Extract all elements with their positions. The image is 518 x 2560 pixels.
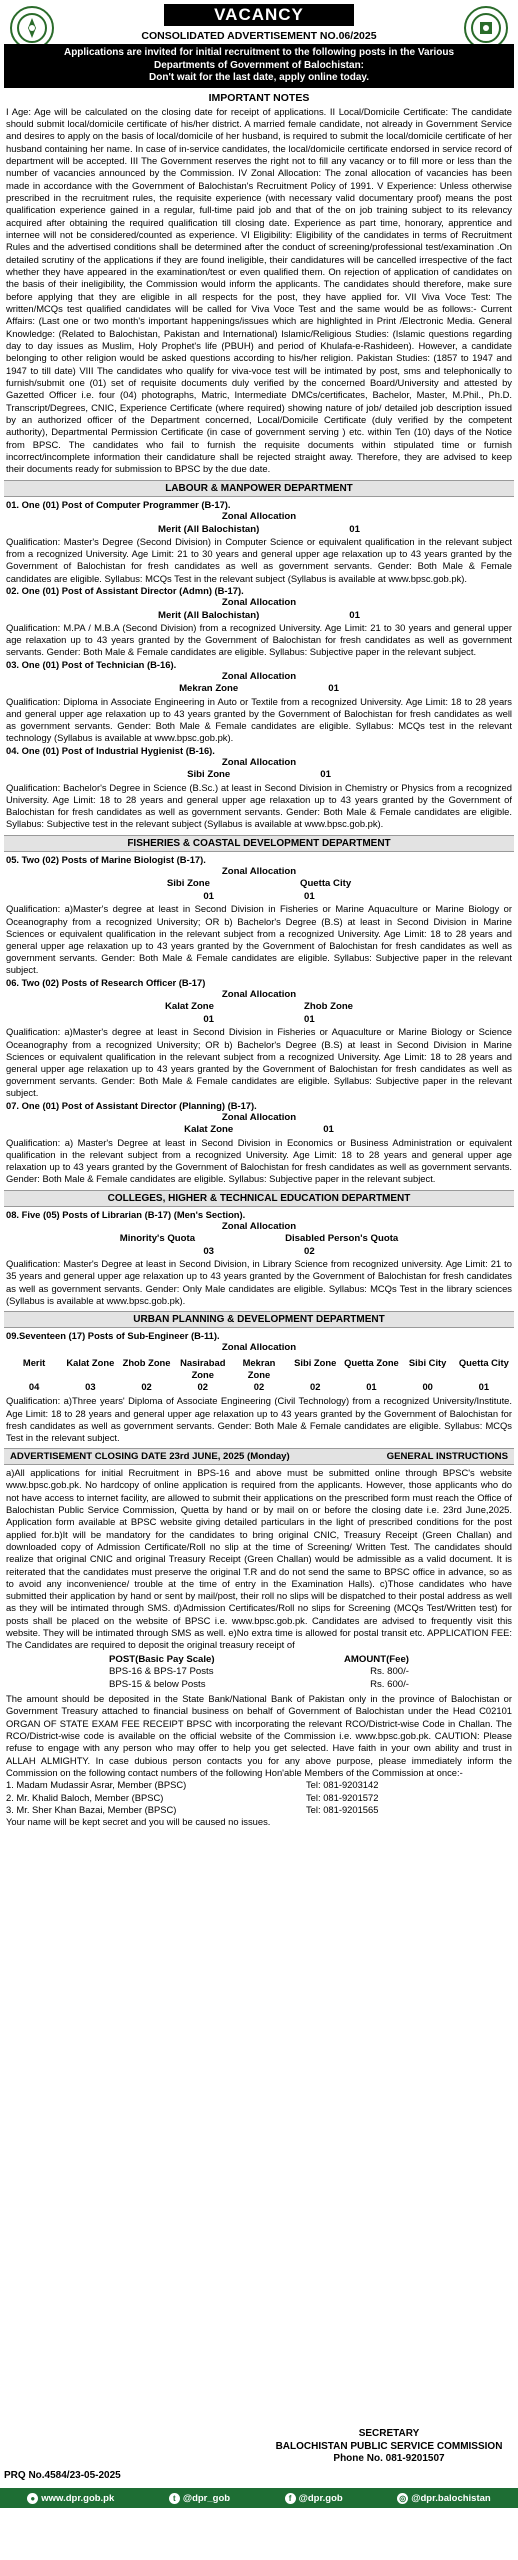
zone-name: Sibi City [408, 1356, 447, 1368]
zone-count: 04 [28, 1381, 40, 1393]
post-title: 07. One (01) Post of Assistant Director (Planning) (B-17). [6, 1099, 257, 1111]
general-instructions-text: a)All applications for initial Recruitment in BPS-16 and above must be submitted online through BPSC's website www.bpsc.gob.pk. No hardcopy of online application is required from the applicants. However, those applicants who do not have access to internet facility, are allowed to submit their applications on the prescribed form must reach the Office of Balochistan Public Service Commission, Quetta by hand or by mail on or before the closing date i.e. 23rd June,2025. Application form available at BPSC website giving detailed particulars in the light of prescribed conditions for the post applied for.b)It will be mandatory for the candidates to bring original CNIC, Treasury Receipt (Green Challan) and downloaded copy of Admission Certificate/Roll no slip at the time of Screening/ Written Test. The candidates should realize that original CNIC and original Treasury Receipt (Green Challan) would be admissible as a valid document. It is reiterated that the candidates must preserve the original T.R and do not send the same to BPSC office in advance, so as to avoid any inconvenience/ trouble at the time of entry in the Examination Halls). c)Those candidates who have submitted their application by hand or sent by mail/post, their roll no slips will be dispatched to their postal address as well as they will be intimated through SMS. d)Admission Certificates/Roll no slips for Screening (MCQs Test/Written test) for posts shall be placed on the website of BPSC i.e. www.bpsc.gob.pk. Candidates are advised to frequently visit this website. They will be intimated through SMS as well. e)No extra time is allowed for postal transit etc. APPLICATION FEE: The Candidates are required to deposit the original treasury receipt of [6, 1467, 512, 1651]
footer-instagram[interactable]: ◎ @dpr.balochistan [399, 2492, 491, 2504]
zone-count: 03 [85, 1381, 96, 1393]
zone-name: Kalat Zone [164, 1001, 214, 1013]
applications-banner [4, 44, 514, 88]
zone-count: 02 [304, 1245, 315, 1257]
post-block [4, 499, 514, 585]
zone-count: 01 [478, 1381, 490, 1393]
fee-amount: Rs. 600/- [370, 1678, 409, 1690]
department-heading: URBAN PLANNING & DEVELOPMENT DEPARTMENT [4, 1311, 514, 1328]
post-qualification: Qualification: a)Master's degree at least in Second Division in Fisheries or Aquaculture or Marine Biology or Science Oceanography from a recognized University; OR b) Bachelor's Degree (B.S) at least in Second Division in Marine Sciences or equivalent qualification in the relevant subject from a recognized University. Age Limit: 18 to 28 years and general upper age relaxation up to 43 years granted by the Government of Balochistan for fresh candidates as well as government servants. Gender: Both Male & Female candidates are eligible. Syllabus: Subjective paper in the relevant subject. [6, 1026, 512, 1099]
zone-heading: Zonal Allocation [221, 1111, 297, 1123]
zone-name: Kalat Zone [66, 1356, 115, 1368]
banner-line: Don't wait for the last date, apply online today. [149, 72, 369, 83]
closing-date: ADVERTISEMENT CLOSING DATE 23rd JUNE, 2025 (Monday) [10, 1451, 290, 1463]
members-note: Your name will be kept secret and you will be caused no issues. [6, 1816, 271, 1828]
post-title: 05. Two (02) Posts of Marine Biologist (B-17). [6, 853, 206, 865]
department-heading: COLLEGES, HIGHER & TECHNICAL EDUCATION DEPARTMENT [4, 1190, 514, 1207]
post-title: 09.Seventeen (17) Posts of Sub-Engineer (B-11). [6, 1330, 220, 1342]
zone-name: Nasirabad Zone [180, 1356, 226, 1380]
fee-table [109, 1654, 409, 1692]
zone-heading: Zonal Allocation [221, 1220, 297, 1232]
zone-count: 01 [203, 890, 214, 902]
post-block [4, 977, 514, 1100]
zone-count: 01 [328, 683, 339, 695]
fee-instructions-text: The amount should be deposited in the State Bank/National Bank of Pakistan only in the province of Balochistan or Government Treasury attached to financial business on behalf of Government of Balochistan under the Head C02101 ORGAN OF STATE EXAM FEE RECEIPT BPSC with incorporating the relevant RCO/District-wise Code in Challan. The RCO/District-wise code is available on the official website of the Commission i.e. www.bpsc.gob.pk. CAUTION: Please refuse to engage with any person who may offer to help you get selected. Have faith in your own ability and trust in ALLAH ALMIGHTY. In case dubious person contacts you for any above purpose, please immediately inform the Commission on the following contact numbers of the following Hon'able Members of the Commission at once:- [6, 1693, 512, 1778]
prq-number: PRQ No.4584/23-05-2025 [4, 2470, 121, 2481]
zone-name: Minority's Quota [119, 1233, 196, 1245]
post-block [4, 585, 514, 659]
post-qualification: Qualification: Diploma in Associate Engineering in Auto or Textile from a recognized University. Age Limit: 18 to 28 years and general upper age relaxation up to 43 years granted by the Government of Balochistan for fresh candidates as well as government servants. Gender: Both Male & Female candidates are eligible. Syllabus: MCQs test in the relevant technology (Syllabus is available at www.bpsc.gob.pk). [6, 695, 512, 744]
post-block [4, 854, 514, 977]
zone-row [6, 1014, 512, 1027]
post-title: 02. One (01) Post of Assistant Director (Admn) (B-17). [6, 584, 244, 596]
fee-row [109, 1666, 409, 1679]
members-list [4, 1779, 514, 1828]
zone-heading: Zonal Allocation [221, 670, 297, 682]
department-heading: FISHERIES & COASTAL DEVELOPMENT DEPARTMENT [4, 835, 514, 852]
vacancy-title: VACANCY [164, 4, 354, 26]
footer-twitter[interactable]: t @dpr_gob [169, 2493, 230, 2504]
zone-name: Sibi Zone [166, 878, 210, 890]
zone-name: Quetta Zone [344, 1356, 399, 1368]
banner-line: Departments of Government of Balochistan: [153, 59, 365, 71]
zone-count: 01 [323, 1124, 334, 1136]
member-name: 1. Madam Mudassir Asrar, Member (BPSC) [6, 1779, 187, 1791]
post-qualification: Qualification: a)Master's degree at least in Second Division in Fisheries or Marine Aquaculture or Marine Biology or Oceanography from a recognized University; OR b) Bachelor's Degree (B.S) at least in Second Division in Marine Sciences or equivalent qualification in the relevant subject from a recognized University. Age Limit: 18 to 28 years and general upper age relaxation up to 43 years granted by the Government of Balochistan for fresh candidates as well as government servants. Gender: Both Male & Female candidates are eligible. Syllabus: Subjective paper in the relevant subject. [6, 903, 512, 976]
footer-facebook[interactable]: f @dpr.gob [285, 2493, 343, 2504]
zone-count: 02 [141, 1381, 152, 1393]
advertisement-number: CONSOLIDATED ADVERTISEMENT NO.06/2025 [141, 30, 377, 42]
signature-block [264, 2428, 514, 2466]
zone-row [6, 1124, 512, 1137]
zone-row [6, 769, 512, 782]
post-qualification: Qualification: M.PA / M.B.A (Second Division) from a recognized University. Age Limit: 21 to 30 years and general upper age relaxation up to 43 years granted by the Government of Balochistan for fresh candidates as well as government servants. Gender: Both Male & Female candidates are eligible. Syllabus: Subjective paper in the relevant subject. [6, 622, 512, 658]
fee-post: BPS-15 & below Posts [109, 1678, 206, 1690]
zone-heading: Zonal Allocation [221, 988, 297, 1000]
important-notes-heading: IMPORTANT NOTES [208, 91, 310, 104]
zone-count: 01 [366, 1381, 377, 1393]
banner-line: Applications are invited for initial recruitment to the following posts in the Various [63, 47, 455, 58]
zone-row [6, 683, 512, 696]
member-name: 3. Mr. Sher Khan Bazai, Member (BPSC) [6, 1803, 177, 1815]
zone-count: 01 [349, 523, 360, 535]
zone-name: Disabled Person's Quota [285, 1233, 399, 1245]
fee-row [109, 1679, 409, 1692]
zone-count: 01 [349, 609, 360, 621]
zone-row [6, 891, 512, 904]
zone-heading: Zonal Allocation [221, 865, 297, 877]
post-block [4, 659, 514, 745]
zone-name: Merit (All Balochistan) [158, 523, 260, 535]
member-row [6, 1804, 512, 1816]
post-title: 03. One (01) Post of Technician (B-16). [6, 658, 177, 670]
zone-name: Kalat Zone [184, 1124, 234, 1136]
post-qualification: Qualification: a)Three years' Diploma of Associate Engineering (Civil Technology) from a recognized University/Institute. Age Limit: 18 to 28 years and general upper age relaxation up to 43 years granted by the Government of Balochistan for fresh candidates as well as government servants. Gender: Both Male & Female candidates are eligible. Syllabus: MCQs Test in the relevant subject. [6, 1395, 512, 1443]
post-title: 06. Two (02) Posts of Research Officer (B-17) [6, 976, 206, 988]
twitter-icon: t [169, 2493, 180, 2504]
signature-org: BALOCHISTAN PUBLIC SERVICE COMMISSION [275, 2440, 503, 2452]
closing-date-bar [4, 1448, 514, 1465]
zone-name: Sibi Zone [294, 1356, 337, 1368]
signature-phone: Phone No. 081-9201507 [333, 2453, 445, 2464]
zone-row [6, 1233, 512, 1246]
fee-amount-header: AMOUNT(Fee) [343, 1653, 409, 1665]
zone-row [6, 524, 512, 537]
zone-count: 00 [422, 1381, 433, 1393]
zone-name: Quetta City [458, 1356, 509, 1368]
zone-row [6, 878, 512, 891]
post-title: 04. One (01) Post of Industrial Hygienist (B-16). [6, 744, 215, 756]
post-qualification: Qualification: a) Master's Degree at least in Second Division in Economics or Business Administration or equivalent qualification in the relevant subject from a recognized University. Age Limit: 18 to 28 years and general upper age relaxation up to 43 years granted by the Government of Balochistan for fresh candidates as well as government servants. Gender: Both Male & Female candidates are eligible. Syllabus: Subjective paper in the relevant subject. [6, 1136, 512, 1185]
zone-heading: Zonal Allocation [221, 1342, 297, 1354]
fee-post: BPS-16 & BPS-17 Posts [109, 1666, 214, 1678]
department-heading: LABOUR & MANPOWER DEPARTMENT [4, 480, 514, 497]
zone-name: Zhob Zone [304, 1001, 354, 1013]
zone-count: 01 [320, 769, 331, 781]
member-tel: Tel: 081-9201572 [306, 1791, 379, 1803]
member-tel: Tel: 081-9201565 [306, 1803, 379, 1815]
post-block [4, 745, 514, 831]
post-block [4, 1209, 514, 1308]
zone-row [6, 610, 512, 623]
globe-icon: ● [27, 2493, 38, 2504]
zone-count: 01 [304, 890, 315, 902]
zone-count: 02 [197, 1381, 208, 1393]
zone-name: Merit (All Balochistan) [158, 609, 260, 621]
general-instructions-heading: GENERAL INSTRUCTIONS [386, 1451, 508, 1463]
zone-heading: Zonal Allocation [221, 756, 297, 768]
fee-post-header: POST(Basic Pay Scale) [109, 1653, 215, 1665]
member-tel: Tel: 081-9203142 [306, 1779, 379, 1791]
sub-engineer-zone-table [6, 1357, 512, 1394]
zone-count: 01 [203, 1013, 214, 1025]
important-notes-text: I Age: Age will be calculated on the closing date for receipt of applications. II Local/Domicile Certificate: The candidate should submit local/domicile certificate of his/her district. A married female candidate, not already in Government Service and desires to apply on the basis of local/domicile of her husband, is required to submit the local/domicile certificate of her husband containing her name. In case of in-service candidates, the local/domicile certificate endorsed in service record of department will be accepted. III The Government reserves the right not to fill any vacancy or to fill more or less than the number of vacancies announced by the Commission. IV Zonal Allocation: The zonal allocation of vacancies has been made in accordance with the Government of Balochistan's Recruitment Policy of 1991. V Experience: Unless otherwise prescribed in the recruitment rules, the requisite experience (with necessary valid documentary proof) means the post qualification experience gained in a regular, full-time paid job and that of the on job training subject to its relevancy acquired after obtaining the required qualification till closing date. Experience as part time, honorary, apprentice and internee will not be considered/counted as experience. VI Eligibility: Eligibility of the candidates in terms of Recruitment Rules and the advertised conditions shall be determined after the conduct of screening/professional test/examination .On detailed scrutiny of the applications if they are found ineligible, their candidatures will be cancelled irrespective of the fact whether they have appeared in the examination/test or even qualified them. On rejection of application of candidates on the basis of their ineligibility, the Commission would inform the applicants. The candidates should therefore, make sure before applying that they are eligible in all respects for the post, they have applied for. VII Viva Voce Test: The written/MCQs test qualified candidates will be called for Viva Voce Test and the same would be as follows:- Current Affairs: (Last one or two month's important happenings/issues which are highlighted in Print /Electronic Media. General Knowledge: (Related to Balochistan, Pakistan and International) Islamic/Religious Studies: (Islamic questions regarding day to day issues as Muslim, Holy Prophet's life (PBUH) and period of Khulafa-e-Rashideen). However, a candidate belonging to other religion would be asked questions according to his/her religion. Pakistan Studies: (1857 to 1947 and 1947 to till date) VIII The candidates who qualify for viva-voce test will be intimated by post, sms and telephonically to furnish/submit one (01) set of requisite documents duly verified by the concerned Board/University and attested by Gazetted Officer i.e. four (04) photographs, Matric, Intermediate DMCs/certificates, Bachelor, Master, M.Phil., Ph.D. Transcript/Degrees, CNIC, Experience Certificate (where required) showing nature of job/ detailed job description issued by an authorized officer of the Department concerned, Local/Domicile Certificate (duly verified by the competent authority), Departmental Permission Certificate (in case of government serving ) etc. within Ten (10) days of the Notice from BPSC. The candidates who fail to furnish the requisite documents within stipulated time or furnish incorrect/incomplete information their candidature shall be rejected straight away. Therefore, they are advised to keep their documents ready for submission to BPSC by the due date. [6, 105, 512, 475]
zone-name: Merit [22, 1356, 46, 1368]
post-qualification: Qualification: Bachelor's Degree in Science (B.Sc.) at least in Second Division in Chemistry or Physics from a recognized University. Age Limit: 18 to 28 years and general upper age relaxation up to 43 years granted by the Government of Balochistan for fresh candidates as well as government servants. Gender: Both Male & Female candidates are eligible. Syllabus: Subjective test in the relevant subject (Syllabus is available at www.bpsc.gob.pk). [6, 781, 512, 830]
zone-count: 03 [203, 1245, 214, 1257]
zone-count: 02 [310, 1381, 321, 1393]
post-block [4, 1100, 514, 1186]
zone-row [6, 1246, 512, 1259]
zone-name: Zhob Zone [122, 1356, 171, 1368]
post-title: 01. One (01) Post of Computer Programmer (B-17). [6, 498, 231, 510]
zone-heading: Zonal Allocation [221, 511, 297, 523]
zone-name: Mekran Zone [179, 683, 239, 695]
member-row [6, 1779, 512, 1791]
zone-name: Quetta City [299, 878, 352, 890]
footer-bar [0, 2488, 518, 2508]
zone-count: 02 [253, 1381, 265, 1393]
member-name: 2. Mr. Khalid Baloch, Member (BPSC) [6, 1791, 164, 1803]
post-block [4, 1330, 514, 1444]
fee-amount: Rs. 800/- [370, 1666, 409, 1678]
zone-count: 01 [304, 1013, 315, 1025]
instagram-icon: ◎ [397, 2493, 408, 2504]
zone-name: Sibi Zone [187, 769, 231, 781]
footer-website[interactable]: ● www.dpr.gob.pk [27, 2493, 114, 2504]
zone-name: Mekran Zone [242, 1356, 276, 1380]
signature-role: SECRETARY [358, 2428, 420, 2439]
post-title: 08. Five (05) Posts of Librarian (B-17) (Men's Section). [6, 1208, 246, 1220]
member-row [6, 1792, 512, 1804]
facebook-icon: f [285, 2493, 296, 2504]
zone-row [6, 1001, 512, 1014]
zone-heading: Zonal Allocation [221, 597, 297, 609]
fee-table-header [109, 1654, 409, 1667]
post-qualification: Qualification: Master's Degree at least in Second Division, in Library Science from recognized university. Age Limit: 21 to 35 years and general upper age relaxation up to 43 years granted by the Government of Balochistan for fresh candidates as well as government servants. Gender: Only Male candidates are eligible. Syllabus: MCQs Test in the library sciences (Syllabus is available at www.bpsc.gob.pk). [6, 1258, 512, 1306]
post-qualification: Qualification: Master's Degree (Second Division) in Computer Science or equivalent qualification in the relevant subject from a recognized University. Age Limit: 21 to 30 years and general upper age relaxation up to 43 years granted by the Government of Balochistan for fresh candidates as well as government servants. Gender: Both Male & Female candidates are eligible. Syllabus: MCQs Test in the relevant subject (Syllabus is available at www.bpsc.gob.pk). [6, 536, 512, 584]
